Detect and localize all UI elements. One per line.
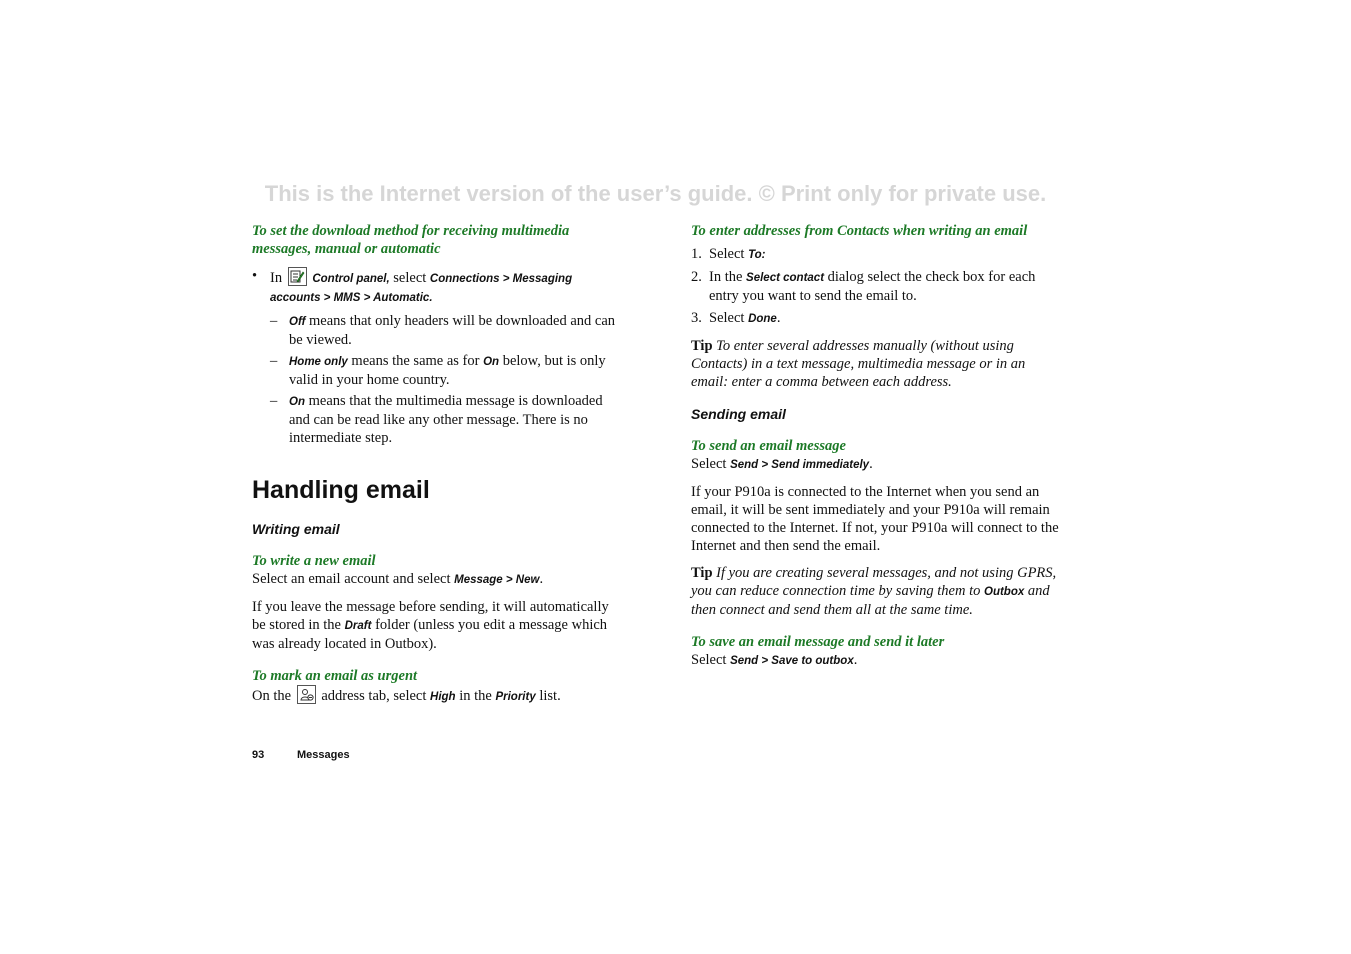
write-email-text: Select an email account and select Message > New. xyxy=(252,571,544,587)
left-column xyxy=(252,222,624,706)
control-panel-icon xyxy=(288,267,307,286)
step-2: 2. In the Select contact dialog select the check box for each entry you want to send the email to. xyxy=(691,269,1036,304)
writing-email-subheading: Writing email xyxy=(252,521,340,537)
dash-item-home-only: – Home only means the same as for On below, but is only valid in your home country. xyxy=(270,353,606,388)
connections-path: Connections > Messaging accounts > MMS > Automatic. xyxy=(270,273,573,304)
step-3: 3. Select Done. xyxy=(691,310,781,326)
section-title: Handling email xyxy=(252,476,430,504)
dash-item-off: – Off means that only headers will be downloaded and can be viewed. xyxy=(270,313,616,348)
sending-email-subheading: Sending email xyxy=(691,406,786,422)
send-email-heading: To send an email message xyxy=(691,438,846,454)
contacts-heading: To enter addresses from Contacts when writing an email xyxy=(691,223,1028,239)
tip-outbox: Tip If you are creating several messages, and not using GPRS, you can reduce connection time by saving them to Outbox and then connect and send them all at the same time. xyxy=(691,565,1057,618)
dash-item-on: – On means that the multimedia message is downloaded and can be read like any other message. There is no intermediate step. xyxy=(270,393,603,446)
urgent-heading: To mark an email as urgent xyxy=(252,668,418,684)
right-column xyxy=(691,222,1063,670)
save-email-heading: To save an email message and send it later xyxy=(691,634,945,650)
save-email-text: Select Send > Save to outbox. xyxy=(691,652,858,668)
step-1: 1. Select To: xyxy=(691,246,766,262)
bullet-mark: • xyxy=(252,268,258,284)
watermark: This is the Internet version of the user’s guide. © Print only for private use. xyxy=(264,181,1047,206)
write-email-heading: To write a new email xyxy=(252,553,376,569)
page-footer xyxy=(252,746,350,764)
send-email-text: Select Send > Send immediately. xyxy=(691,456,873,472)
urgent-text: On the address tab, select High in the Priority list. xyxy=(252,685,624,706)
control-panel-label: Control panel, xyxy=(312,273,390,285)
footer-section: Messages xyxy=(297,749,350,761)
connected-text: If your P910a is connected to the Internet when you send an email, it will be sent immediately and your P910a will remain connected to the Internet. If not, your P910a will connect to the Internet and then send the email. xyxy=(691,484,1059,554)
page-number: 93 xyxy=(252,749,265,761)
leave-message-text: If you leave the message before sending, it will automatically be stored in the Draft folder (unless you edit a message which was already located in Outbox). xyxy=(252,599,609,652)
bullet-item-control-panel: • In Control panel, select Connections > Messaging accounts > MMS > Automatic. xyxy=(252,268,573,304)
download-method-heading: To set the download method for receiving multimedia messages, manual or automatic xyxy=(252,223,570,257)
tip-addresses: Tip To enter several addresses manually (without using Contacts) in a text message, multimedia message or in an email: enter a comma between each address. xyxy=(691,338,1026,390)
address-tab-icon xyxy=(297,685,316,704)
